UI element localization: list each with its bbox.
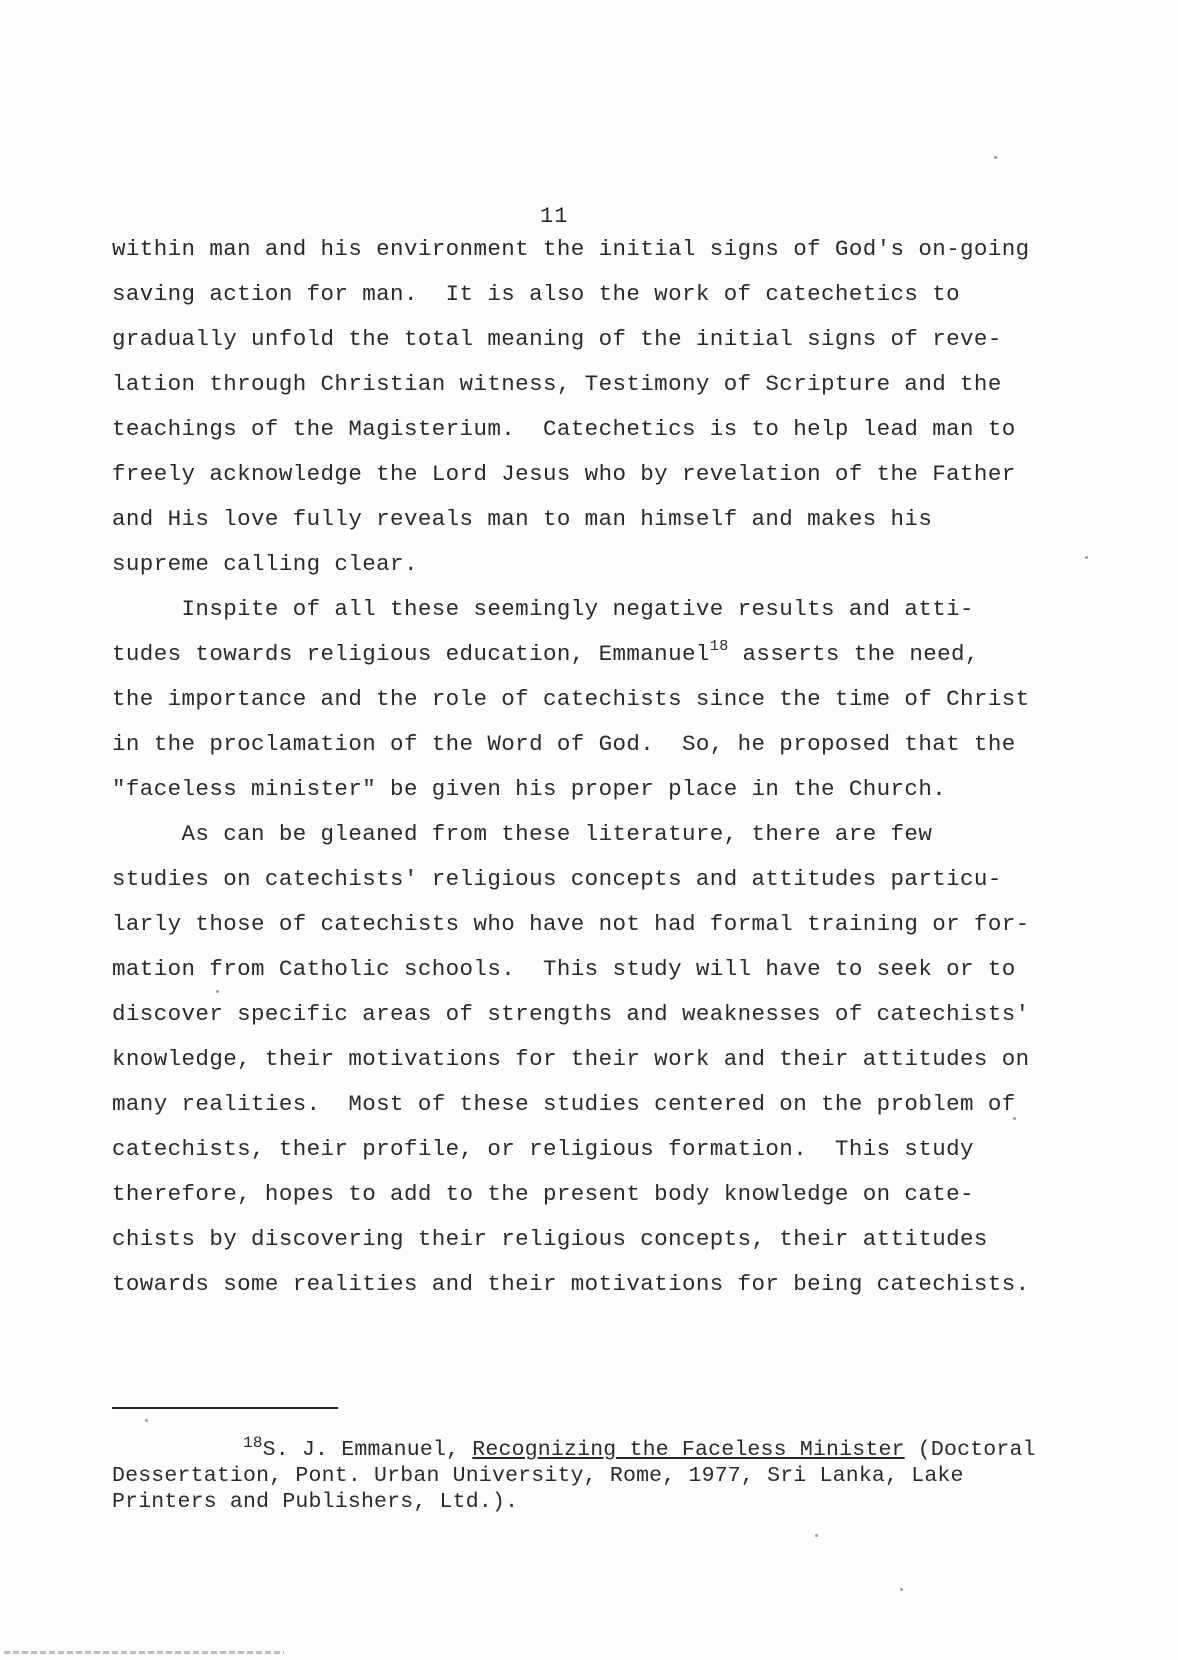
scan-speck — [994, 156, 997, 159]
scan-speck — [815, 1534, 818, 1537]
citation-text-before: tudes towards religious education, Emmanuel — [112, 641, 710, 667]
body-line: gradually unfold the total meaning of the initial signs of reve- — [112, 326, 1002, 352]
body-line: the importance and the role of catechists since the time of Christ — [112, 686, 1030, 712]
body-line: "faceless minister" be given his proper place in the Church. — [112, 776, 947, 802]
body-line: lation through Christian witness, Testimony of Scripture and the — [112, 371, 1002, 397]
body-line: within man and his environment the initial signs of God's on-going — [112, 236, 1030, 262]
body-line: and His love fully reveals man to man himself and makes his — [112, 506, 933, 532]
scan-speck — [145, 1419, 148, 1422]
scan-speck — [900, 1588, 903, 1591]
body-line: As can be gleaned from these literature, there are few — [112, 821, 933, 847]
body-line: larly those of catechists who have not had formal training or for- — [112, 911, 1030, 937]
footnote-line: Printers and Publishers, Ltd.). — [112, 1490, 519, 1514]
scan-speck — [1085, 556, 1088, 559]
footnote-title: Recognizing the Faceless Minister — [472, 1438, 905, 1462]
body-line-with-citation — [112, 639, 979, 669]
body-line: many realities. Most of these studies centered on the problem of — [112, 1091, 1016, 1117]
body-line: in the proclamation of the Word of God. So, he proposed that the — [112, 731, 1016, 757]
footnote-separator — [112, 1407, 338, 1409]
page-number: 11 — [540, 204, 569, 229]
body-line: freely acknowledge the Lord Jesus who by revelation of the Father — [112, 461, 1016, 487]
scan-speck — [1013, 1117, 1016, 1120]
body-line: teachings of the Magisterium. Catechetics is to help lead man to — [112, 416, 1016, 442]
scan-footer-artifact — [4, 1651, 284, 1654]
body-line: therefore, hopes to add to the present body knowledge on cate- — [112, 1181, 974, 1207]
footnote-line — [112, 1434, 1036, 1463]
footnote-reference: 18 — [709, 638, 729, 655]
citation-text-after: asserts the need, — [728, 641, 979, 667]
scan-speck — [216, 990, 219, 993]
body-line: supreme calling clear. — [112, 551, 418, 577]
footnote-author: S. J. Emmanuel, — [262, 1438, 473, 1462]
body-line: towards some realities and their motivations for being catechists. — [112, 1271, 1030, 1297]
body-line: saving action for man. It is also the work of catechetics to — [112, 281, 961, 307]
footnote-after-title: (Doctoral — [904, 1438, 1036, 1462]
footnote-line: Dessertation, Pont. Urban University, Rome, 1977, Sri Lanka, Lake — [112, 1464, 964, 1488]
body-line: chists by discovering their religious concepts, their attitudes — [112, 1226, 988, 1252]
footnote-number: 18 — [243, 1434, 263, 1452]
body-line: catechists, their profile, or religious formation. This study — [112, 1136, 974, 1162]
body-line: mation from Catholic schools. This study will have to seek or to — [112, 956, 1016, 982]
body-line: discover specific areas of strengths and weaknesses of catechists' — [112, 1001, 1030, 1027]
body-line: knowledge, their motivations for their work and their attitudes on — [112, 1046, 1030, 1072]
body-line: Inspite of all these seemingly negative results and atti- — [112, 596, 974, 622]
body-line: studies on catechists' religious concepts and attitudes particu- — [112, 866, 1002, 892]
